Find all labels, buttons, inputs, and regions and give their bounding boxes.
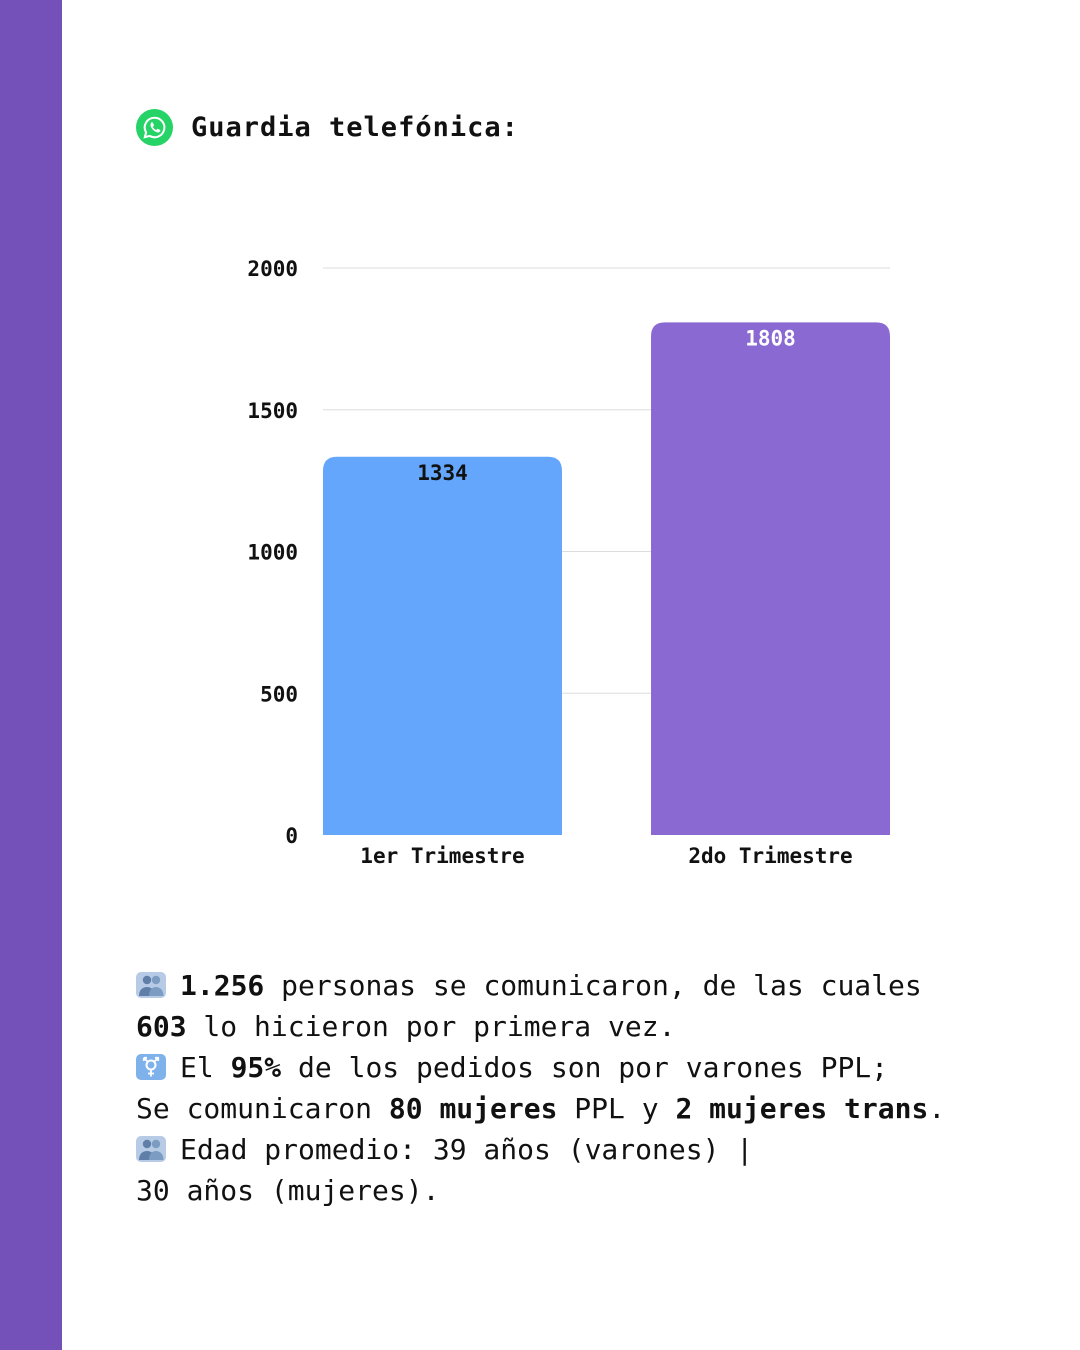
count-trans-women: 2 mujeres trans (675, 1092, 929, 1125)
x-category-label: 1er Trimestre (360, 844, 525, 868)
bar-1 (323, 457, 562, 835)
info-line-5: Edad promedio: 39 años (varones) | (136, 1129, 945, 1170)
x-category-label: 2do Trimestre (688, 844, 853, 868)
two-people-icon (136, 972, 166, 998)
y-tick-label: 500 (260, 682, 298, 707)
count-total: 1.256 (180, 969, 265, 1002)
data-label: 1334 (417, 460, 468, 485)
count-women: 80 mujeres (388, 1092, 558, 1125)
page-title: Guardia telefónica: (191, 111, 519, 143)
two-people-icon (136, 1136, 166, 1162)
bar-2 (651, 322, 890, 835)
transgender-symbol-icon (136, 1054, 166, 1080)
info-line-4: Se comunicaron 80 mujeres PPL y 2 mujeres trans. (136, 1092, 946, 1125)
y-tick-label: 2000 (247, 257, 298, 281)
data-label: 1808 (745, 326, 796, 351)
percent-male: 95% (230, 1051, 282, 1084)
info-line-1: 1.256 personas se comunicaron, de las cuales (136, 965, 945, 1006)
y-tick-label: 0 (285, 824, 298, 848)
info-text (136, 965, 945, 1211)
info-line-6: 30 años (mujeres). (136, 1174, 440, 1207)
y-tick-label: 1500 (247, 398, 298, 423)
count-first-time: 603 (136, 1010, 187, 1043)
info-line-2: 603 lo hicieron por primera vez. (136, 1010, 676, 1043)
info-line-3: El 95% de los pedidos son por varones PPL; (136, 1047, 945, 1088)
y-tick-label: 1000 (247, 540, 298, 565)
